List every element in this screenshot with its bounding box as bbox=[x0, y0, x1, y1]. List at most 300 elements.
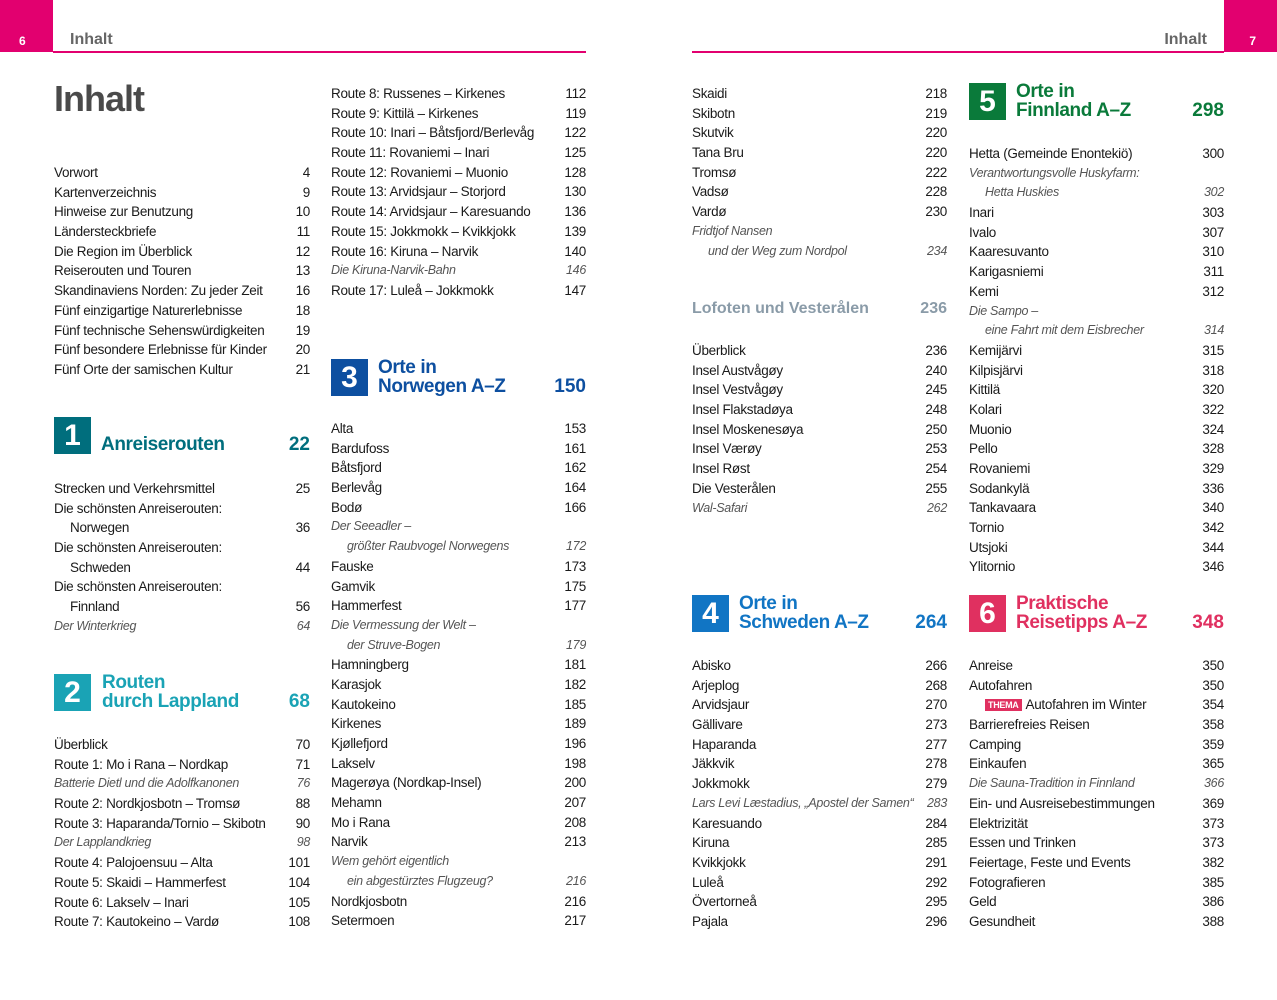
toc-entry-page: 255 bbox=[925, 480, 947, 496]
toc-entry-text: Reiserouten und Touren bbox=[54, 263, 192, 279]
section-2-heading bbox=[54, 673, 310, 711]
toc-entry-page: 350 bbox=[1202, 677, 1224, 693]
running-header-left: Inhalt bbox=[70, 31, 113, 48]
toc-entry bbox=[692, 912, 947, 932]
toc-entry-text: Feiertage, Feste und Events bbox=[969, 854, 1131, 870]
toc-entry-title bbox=[331, 439, 389, 459]
toc-entry-text: Alta bbox=[331, 421, 354, 436]
toc-entry bbox=[331, 852, 586, 872]
toc-entry-title bbox=[331, 832, 367, 852]
toc-entry bbox=[692, 479, 947, 499]
toc-entry-page: 318 bbox=[1202, 362, 1224, 378]
toc-entry-text: Route 7: Kautokeino – Vardø bbox=[54, 914, 220, 930]
toc-entry-page: 300 bbox=[1202, 146, 1224, 161]
toc-entry-title bbox=[331, 242, 478, 262]
toc-entry-title bbox=[331, 104, 478, 124]
toc-entry bbox=[54, 222, 310, 242]
toc-entry-title bbox=[969, 892, 996, 912]
toc-entry-text: Der Seeadler – bbox=[331, 519, 411, 534]
toc-entry bbox=[969, 518, 1224, 538]
toc-lofoten-list bbox=[692, 341, 947, 518]
toc-entry-text: Die Sauna-Tradition in Finnland bbox=[969, 776, 1135, 791]
toc-entry bbox=[969, 262, 1224, 282]
toc-entry-page: 166 bbox=[564, 499, 586, 515]
toc-entry-text: Route 15: Jokkmokk – Kvikkjokk bbox=[331, 223, 516, 239]
section-1-number: 1 bbox=[54, 417, 91, 454]
toc-entry-title bbox=[331, 517, 411, 537]
toc-entry-page: 322 bbox=[1202, 401, 1224, 417]
toc-entry-text: Hinweise zur Benutzung bbox=[54, 204, 193, 220]
toc-entry-page: 189 bbox=[564, 716, 586, 732]
toc-entry bbox=[54, 755, 310, 775]
toc-intro-list bbox=[54, 163, 310, 380]
toc-entry-page: 220 bbox=[925, 125, 947, 141]
toc-entry-page: 230 bbox=[925, 204, 947, 220]
toc-entry bbox=[331, 655, 586, 675]
toc-entry bbox=[969, 557, 1224, 577]
toc-entry-text: Rovaniemi bbox=[969, 461, 1031, 476]
toc-entry-page: 344 bbox=[1202, 539, 1224, 555]
toc-entry-page: 108 bbox=[288, 914, 310, 930]
toc-entry-title bbox=[969, 912, 1035, 932]
toc-entry-page: 295 bbox=[925, 894, 947, 910]
toc-entry-title bbox=[692, 479, 776, 499]
toc-entry-page: 177 bbox=[564, 598, 586, 614]
toc-entry bbox=[331, 714, 586, 734]
toc-entry-title bbox=[692, 123, 733, 143]
toc-entry bbox=[331, 557, 586, 577]
toc-entry bbox=[331, 695, 586, 715]
toc-entry-text: Batterie Dietl und die Adolfkanonen bbox=[54, 776, 240, 791]
toc-entry bbox=[331, 596, 586, 616]
section-3-heading bbox=[331, 358, 586, 396]
toc-entry-title bbox=[692, 143, 744, 163]
toc-entry-title bbox=[331, 281, 494, 301]
toc-entry-text: Autofahren bbox=[969, 677, 1033, 693]
toc-entry-text: Route 1: Mo i Rana – Nordkap bbox=[54, 756, 228, 772]
toc-entry-title bbox=[331, 182, 506, 202]
toc-entry bbox=[54, 301, 310, 321]
toc-entry-text: Lakselv bbox=[331, 755, 375, 771]
toc-entry-page: 216 bbox=[566, 873, 586, 888]
toc-entry-page: 12 bbox=[295, 243, 310, 259]
toc-entry-title bbox=[692, 459, 750, 479]
toc-entry bbox=[54, 321, 310, 341]
toc-entry-page: 98 bbox=[296, 835, 310, 850]
toc-entry bbox=[54, 499, 310, 519]
toc-entry-title bbox=[969, 853, 1131, 873]
toc-entry-text: Autofahren im Winter bbox=[1025, 697, 1147, 713]
toc-entry-page: 218 bbox=[925, 86, 947, 101]
toc-entry bbox=[692, 222, 947, 242]
toc-entry-page: 216 bbox=[564, 893, 586, 909]
toc-entry-page: 346 bbox=[1202, 559, 1224, 575]
toc-entry bbox=[331, 577, 586, 597]
toc-entry-text: Ländersteckbriefe bbox=[54, 224, 157, 240]
toc-entry-title bbox=[692, 814, 762, 834]
toc-entry-title bbox=[54, 499, 222, 519]
toc-entry-text: Die schönsten Anreiserouten: bbox=[54, 579, 222, 595]
toc-entry-page: 365 bbox=[1202, 756, 1224, 772]
toc-entry bbox=[331, 419, 586, 439]
header-rule-left bbox=[53, 51, 586, 53]
toc-entry-page: 314 bbox=[1204, 323, 1224, 338]
toc-entry-title bbox=[54, 814, 266, 834]
toc-entry-text: Insel Austvågøy bbox=[692, 362, 783, 378]
toc-entry bbox=[331, 872, 586, 892]
toc-entry bbox=[331, 458, 586, 478]
toc-entry bbox=[969, 341, 1224, 361]
toc-entry-title bbox=[692, 420, 803, 440]
toc-entry-page: 90 bbox=[295, 815, 310, 831]
toc-entry-page: 25 bbox=[295, 481, 310, 496]
toc-entry-text: Einkaufen bbox=[969, 756, 1027, 772]
toc-entry bbox=[969, 164, 1224, 184]
toc-entry bbox=[692, 242, 947, 262]
toc-entry-text: Fünf einzigartige Naturerlebnisse bbox=[54, 302, 243, 318]
toc-entry bbox=[331, 84, 586, 104]
toc-entry-title bbox=[692, 242, 847, 262]
toc-entry-page: 182 bbox=[564, 676, 586, 692]
toc-entry-page: 64 bbox=[296, 618, 310, 633]
toc-entry-page: 302 bbox=[1204, 185, 1224, 200]
toc-entry bbox=[692, 123, 947, 143]
section-6-heading bbox=[969, 594, 1224, 632]
toc-entry-page: 20 bbox=[295, 342, 310, 358]
toc-entry-text: Die Kiruna-Narvik-Bahn bbox=[331, 263, 456, 278]
toc-entry-title bbox=[331, 852, 449, 872]
toc-entry bbox=[969, 459, 1224, 479]
toc-entry bbox=[331, 911, 586, 931]
section-6-title-line1: Praktische bbox=[1016, 593, 1109, 614]
toc-entry-title bbox=[969, 183, 1059, 203]
toc-entry-page: 388 bbox=[1202, 913, 1224, 929]
toc-entry-page: 21 bbox=[295, 361, 310, 377]
toc-entry-title bbox=[54, 597, 119, 617]
toc-entry-page: 140 bbox=[564, 243, 586, 259]
toc-entry-page: 248 bbox=[925, 402, 947, 418]
toc-entry-text: Arjeplog bbox=[692, 677, 740, 693]
toc-entry bbox=[54, 538, 310, 558]
toc-entry bbox=[969, 656, 1224, 676]
toc-entry-page: 311 bbox=[1203, 264, 1224, 280]
toc-entry-title bbox=[969, 873, 1045, 893]
toc-entry bbox=[969, 400, 1224, 420]
toc-entry-title bbox=[54, 577, 222, 597]
toc-entry-text: Nordkjosbotn bbox=[331, 893, 407, 909]
toc-entry-text: Route 5: Skaidi – Hammerfest bbox=[54, 874, 226, 890]
toc-entry-title bbox=[54, 321, 264, 341]
toc-entry-text: Insel Værøy bbox=[692, 441, 762, 457]
toc-entry-title bbox=[969, 321, 1144, 341]
toc-entry bbox=[969, 833, 1224, 853]
toc-entry-page: 253 bbox=[925, 441, 947, 457]
toc-entry-text: Insel Flakstadøya bbox=[692, 402, 793, 418]
section-2-title-line1: Routen bbox=[102, 672, 166, 693]
toc-entry-page: 236 bbox=[925, 343, 947, 358]
toc-entry-page: 228 bbox=[925, 184, 947, 200]
toc-entry-text: Insel Moskenesøya bbox=[692, 421, 804, 437]
toc-entry-title bbox=[331, 557, 373, 577]
toc-entry bbox=[692, 439, 947, 459]
toc-entry bbox=[969, 439, 1224, 459]
toc-entry-title bbox=[969, 656, 1013, 676]
toc-entry-title bbox=[692, 676, 739, 696]
toc-entry-page: 139 bbox=[564, 223, 586, 239]
toc-entry-text: Vorwort bbox=[54, 165, 98, 180]
toc-entry-title bbox=[969, 754, 1026, 774]
toc-section-5-list bbox=[969, 144, 1224, 577]
section-6-number: 6 bbox=[969, 595, 1006, 632]
toc-entry-text: Ivalo bbox=[969, 224, 997, 240]
toc-entry-page: 18 bbox=[295, 302, 310, 318]
toc-entry-text: Kolari bbox=[969, 401, 1002, 417]
toc-entry-title bbox=[331, 458, 382, 478]
toc-entry-text: Inari bbox=[969, 205, 994, 221]
toc-entry-page: 36 bbox=[295, 520, 310, 536]
toc-entry-title bbox=[969, 262, 1043, 282]
toc-entry-page: 146 bbox=[566, 263, 586, 278]
toc-entry bbox=[54, 577, 310, 597]
lofoten-page: 236 bbox=[920, 300, 947, 317]
toc-entry-page: 270 bbox=[925, 697, 947, 713]
toc-entry bbox=[969, 774, 1224, 794]
toc-entry bbox=[692, 676, 947, 696]
toc-entry bbox=[969, 873, 1224, 893]
toc-entry-title bbox=[54, 873, 226, 893]
toc-entry-title bbox=[692, 84, 727, 104]
toc-entry-title bbox=[54, 558, 131, 578]
toc-entry-title bbox=[969, 282, 999, 302]
toc-entry bbox=[331, 498, 586, 518]
toc-entry-page: 88 bbox=[295, 796, 310, 812]
toc-entry-text: Anreise bbox=[969, 658, 1013, 673]
toc-entry-text: Utsjoki bbox=[969, 539, 1008, 555]
toc-entry-text: Der Lapplandkrieg bbox=[54, 835, 152, 850]
toc-entry-title bbox=[331, 813, 390, 833]
toc-entry-text: Fauske bbox=[331, 558, 374, 574]
toc-entry-page: 292 bbox=[925, 874, 947, 890]
toc-entry bbox=[692, 380, 947, 400]
toc-entry bbox=[969, 912, 1224, 932]
toc-entry bbox=[331, 222, 586, 242]
toc-entry-page: 324 bbox=[1202, 421, 1224, 437]
toc-entry-text: Muonio bbox=[969, 421, 1012, 437]
toc-entry-title bbox=[54, 163, 98, 183]
toc-entry bbox=[969, 715, 1224, 735]
toc-entry-title bbox=[331, 892, 407, 912]
toc-entry bbox=[331, 616, 586, 636]
toc-entry-text: Vadsø bbox=[692, 184, 729, 200]
toc-entry bbox=[54, 597, 310, 617]
toc-entry-text: Überblick bbox=[692, 343, 746, 358]
section-3-title-line1: Orte in bbox=[378, 357, 437, 378]
toc-entry-title bbox=[331, 143, 489, 163]
toc-entry-text: Skutvik bbox=[692, 125, 734, 141]
running-header-right: Inhalt bbox=[1164, 31, 1207, 48]
toc-entry-title bbox=[692, 853, 746, 873]
toc-entry-text: und der Weg zum Nordpol bbox=[708, 243, 847, 258]
toc-entry bbox=[692, 84, 947, 104]
toc-entry-title bbox=[692, 912, 728, 932]
toc-entry bbox=[54, 774, 310, 794]
toc-entry-title bbox=[692, 715, 743, 735]
toc-entry-page: 217 bbox=[564, 913, 586, 929]
toc-entry-title bbox=[331, 734, 388, 754]
toc-entry-text: Barrierefreies Reisen bbox=[969, 717, 1090, 733]
toc-entry-text: Fridtjof Nansen bbox=[692, 223, 773, 238]
toc-entry-text: Gällivare bbox=[692, 717, 743, 733]
toc-entry-text: Kvikkjokk bbox=[692, 854, 746, 870]
section-4-title-line1: Orte in bbox=[739, 593, 798, 614]
toc-entry bbox=[54, 479, 310, 499]
toc-entry-text: Luleå bbox=[692, 874, 724, 890]
toc-entry-page: 373 bbox=[1202, 815, 1224, 831]
toc-entry-page: 207 bbox=[564, 795, 586, 811]
toc-entry bbox=[692, 715, 947, 735]
toc-entry-page: 382 bbox=[1202, 854, 1224, 870]
toc-entry-title bbox=[331, 714, 381, 734]
toc-entry-title bbox=[692, 361, 783, 381]
toc-entry bbox=[969, 892, 1224, 912]
toc-entry-text: Hammerfest bbox=[331, 598, 402, 614]
section-6-title bbox=[1016, 594, 1192, 632]
toc-entry bbox=[54, 558, 310, 578]
toc-entry-text: Mo i Rana bbox=[331, 814, 390, 830]
toc-entry-text: Route 11: Rovaniemi – Inari bbox=[331, 145, 490, 161]
section-2-number: 2 bbox=[54, 674, 91, 711]
toc-entry-title bbox=[54, 538, 222, 558]
toc-entry bbox=[969, 735, 1224, 755]
toc-entry-title bbox=[331, 616, 476, 636]
toc-entry-title bbox=[331, 478, 382, 498]
toc-entry-title bbox=[692, 341, 746, 361]
toc-entry-page: 336 bbox=[1202, 480, 1224, 496]
toc-entry bbox=[331, 123, 586, 143]
toc-entry-text: Hamningberg bbox=[331, 657, 409, 673]
toc-entry-page: 147 bbox=[564, 282, 586, 298]
toc-entry bbox=[331, 892, 586, 912]
toc-entry-page: 291 bbox=[925, 854, 947, 870]
toc-entry-page: 200 bbox=[564, 775, 586, 791]
toc-entry-text: Essen und Trinken bbox=[969, 835, 1076, 851]
toc-entry-page: 162 bbox=[564, 460, 586, 476]
toc-entry-page: 9 bbox=[302, 184, 310, 200]
toc-entry-title bbox=[331, 695, 396, 715]
toc-entry-text: Route 16: Kiruna – Narvik bbox=[331, 243, 479, 259]
toc-entry bbox=[692, 104, 947, 124]
toc-entry-title bbox=[54, 360, 233, 380]
toc-entry-page: 44 bbox=[295, 559, 310, 575]
toc-entry-title bbox=[969, 203, 994, 223]
toc-section-2-list bbox=[54, 735, 310, 932]
toc-entry-page: 76 bbox=[296, 776, 310, 791]
toc-entry-page: 220 bbox=[925, 145, 947, 161]
toc-entry-title bbox=[54, 479, 215, 499]
toc-entry bbox=[969, 242, 1224, 262]
toc-entry-page: 303 bbox=[1202, 205, 1224, 221]
page-number-tab-right bbox=[1224, 0, 1277, 52]
toc-entry-page: 273 bbox=[925, 717, 947, 733]
toc-entry-title bbox=[331, 655, 409, 675]
toc-entry-text: Gamvik bbox=[331, 578, 375, 594]
toc-entry-text: Kittilä bbox=[969, 382, 1000, 398]
toc-entry bbox=[692, 400, 947, 420]
toc-entry bbox=[969, 282, 1224, 302]
toc-entry bbox=[969, 794, 1224, 814]
toc-entry-text: Route 4: Palojoensuu – Alta bbox=[54, 855, 213, 871]
toc-entry-page: 284 bbox=[925, 815, 947, 831]
toc-entry-page: 130 bbox=[564, 184, 586, 200]
toc-entry-text: Fotografieren bbox=[969, 874, 1046, 890]
toc-entry-text: Kartenverzeichnis bbox=[54, 184, 157, 200]
toc-entry bbox=[54, 261, 310, 281]
toc-entry bbox=[969, 498, 1224, 518]
toc-entry-text: Route 3: Haparanda/Tornio – Skibotn bbox=[54, 815, 266, 831]
toc-entry-title bbox=[969, 518, 1004, 538]
toc-entry bbox=[969, 538, 1224, 558]
toc-entry-title bbox=[969, 479, 1029, 499]
toc-entry-page: 164 bbox=[564, 480, 586, 496]
toc-entry-text: Norwegen bbox=[70, 520, 130, 536]
toc-entry-text: Insel Vestvågøy bbox=[692, 382, 783, 398]
toc-entry-page: 219 bbox=[925, 105, 947, 121]
toc-entry bbox=[692, 361, 947, 381]
toc-entry-page: 283 bbox=[927, 795, 947, 810]
toc-entry bbox=[331, 242, 586, 262]
toc-entry-text: Die Sampo – bbox=[969, 303, 1038, 318]
toc-entry-text: Elektrizität bbox=[969, 815, 1028, 831]
toc-entry-page: 196 bbox=[564, 736, 586, 751]
toc-entry-title bbox=[969, 223, 996, 243]
toc-entry-title bbox=[969, 144, 1132, 164]
toc-entry-title bbox=[969, 459, 1030, 479]
toc-entry bbox=[692, 853, 947, 873]
toc-entry-text: Geld bbox=[969, 894, 997, 910]
toc-entry-page: 350 bbox=[1202, 658, 1224, 673]
toc-entry-text: größter Raubvogel Norwegens bbox=[347, 539, 510, 554]
toc-entry-page: 173 bbox=[564, 558, 586, 574]
toc-entry-text: Route 8: Russenes – Kirkenes bbox=[331, 86, 505, 101]
toc-entry bbox=[969, 380, 1224, 400]
toc-entry-title bbox=[54, 222, 156, 242]
toc-entry-title bbox=[331, 596, 402, 616]
toc-entry-title bbox=[331, 261, 456, 281]
toc-entry-title bbox=[54, 301, 242, 321]
toc-entry-page: 122 bbox=[564, 125, 586, 141]
toc-entry-page: 369 bbox=[1202, 795, 1224, 811]
toc-entry-page: 172 bbox=[566, 539, 586, 554]
toc-entry bbox=[331, 754, 586, 774]
section-4-page: 264 bbox=[915, 612, 947, 633]
toc-entry-page: 340 bbox=[1202, 500, 1224, 516]
toc-entry bbox=[54, 163, 310, 183]
toc-entry-page: 104 bbox=[288, 874, 310, 890]
toc-entry-text: Die schönsten Anreiserouten: bbox=[54, 500, 222, 516]
toc-entry-page: 278 bbox=[925, 756, 947, 772]
toc-entry-page: 277 bbox=[925, 736, 947, 752]
toc-entry bbox=[692, 459, 947, 479]
toc-entry bbox=[692, 143, 947, 163]
section-4-title-line2: Schweden A–Z bbox=[739, 612, 869, 633]
toc-entry-page: 153 bbox=[564, 421, 586, 436]
toc-entry-title bbox=[692, 695, 749, 715]
toc-entry-title bbox=[692, 833, 729, 853]
toc-entry-page: 285 bbox=[925, 835, 947, 851]
toc-entry bbox=[969, 676, 1224, 696]
toc-entry-page: 268 bbox=[925, 677, 947, 693]
toc-entry-page: 358 bbox=[1202, 717, 1224, 733]
